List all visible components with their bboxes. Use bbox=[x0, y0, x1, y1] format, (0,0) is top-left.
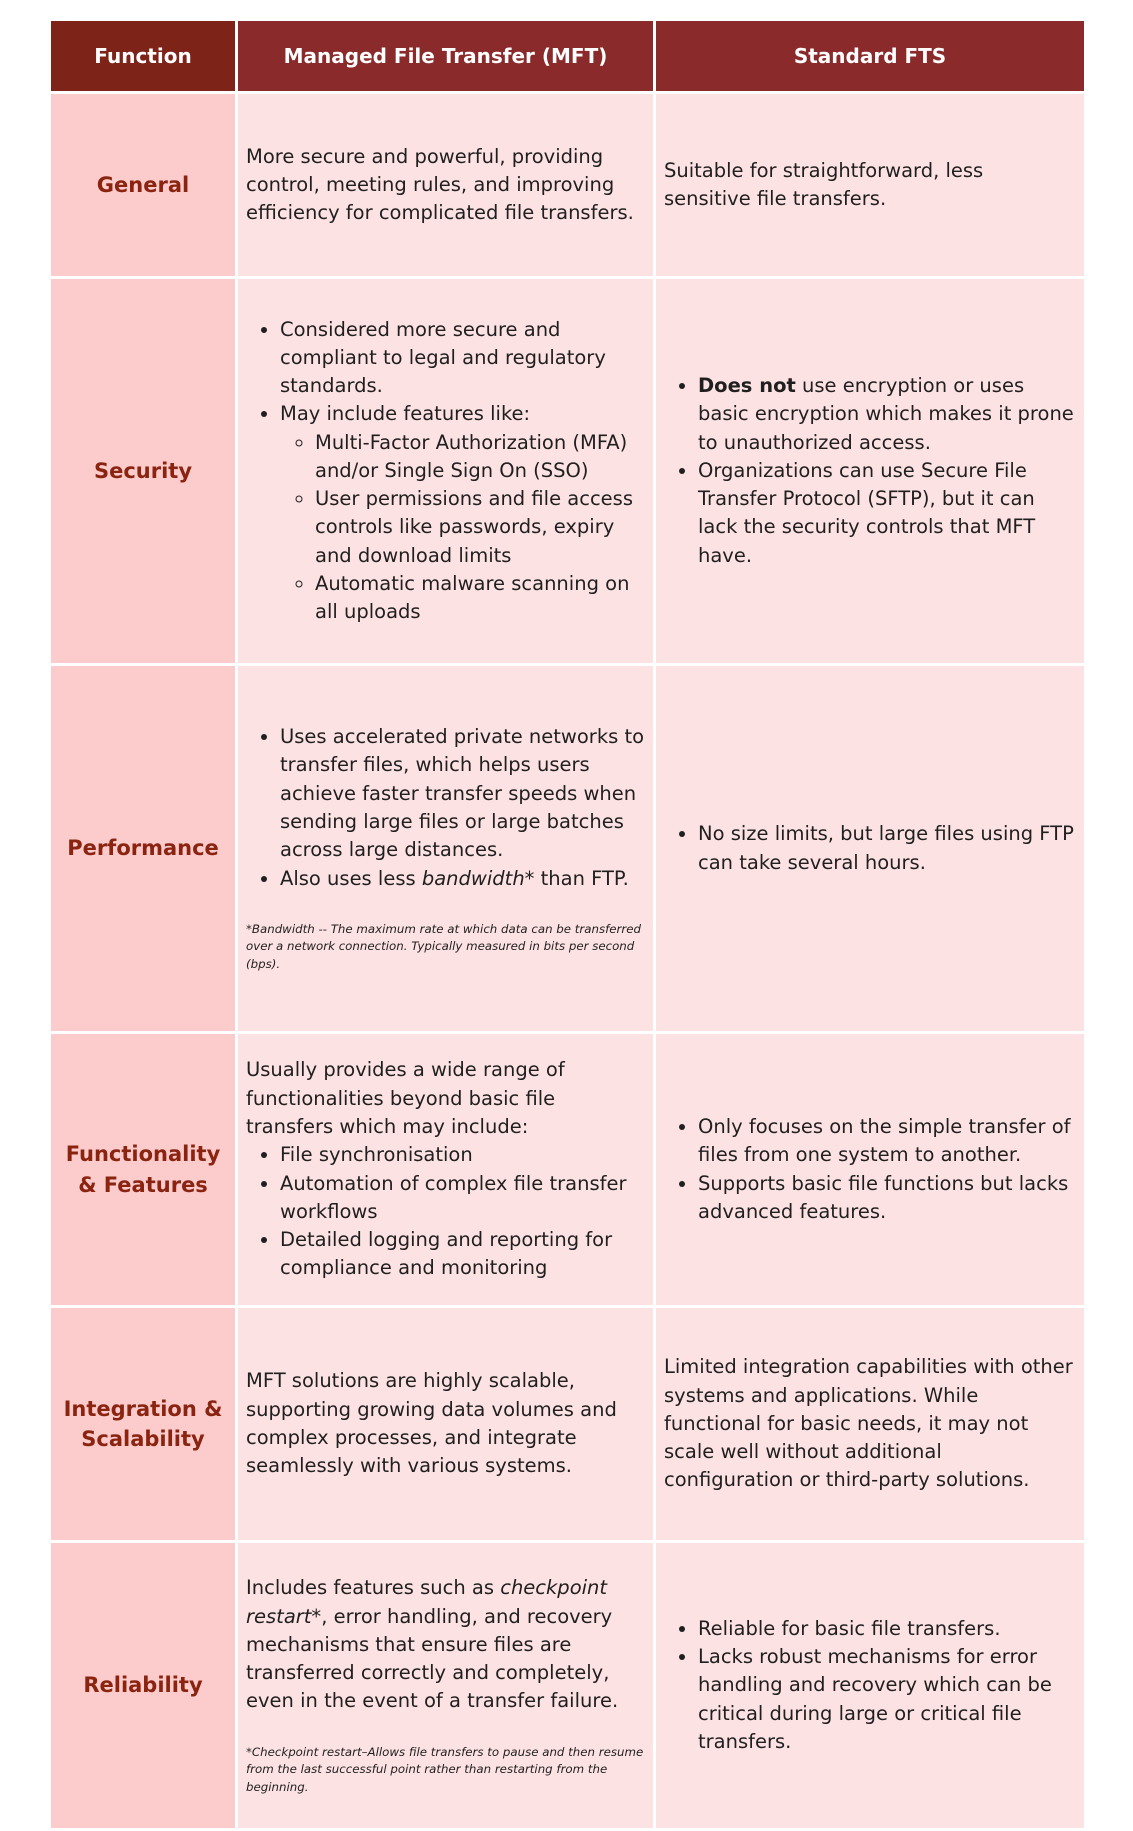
list-item-text: May include features like: bbox=[280, 402, 531, 426]
italic-term: bandwidth* bbox=[421, 866, 535, 890]
fts-cell-general bbox=[655, 93, 1086, 278]
list-item: • Uses accelerated private networks to transfer files, which helps users achieve faster transfer speeds when sending large files or large batches across large distances. bbox=[280, 723, 645, 864]
function-label-security: Security bbox=[50, 278, 237, 665]
list-item: • No size limits, but large files using FTP can take several hours. bbox=[698, 820, 1076, 877]
list-item: • Automation of complex file transfer workflows bbox=[280, 1170, 645, 1227]
function-label-performance: Performance bbox=[50, 665, 237, 1033]
row-performance bbox=[50, 665, 1086, 1033]
fts-performance-list bbox=[664, 820, 1076, 877]
mft-cell-general bbox=[237, 93, 655, 278]
list-item-text: than FTP. bbox=[534, 866, 629, 890]
fts-security-list bbox=[664, 372, 1076, 570]
sub-list-item: ◦ Multi-Factor Authorization (MFA) and/or Single Sign On (SSO) bbox=[315, 429, 645, 486]
mft-functionality-intro: Usually provides a wide range of functionalities beyond basic file transfers which may include: bbox=[246, 1058, 565, 1138]
fts-cell-reliability bbox=[655, 1542, 1086, 1830]
header-mft: Managed File Transfer (MFT) bbox=[237, 20, 655, 93]
fts-functionality-list bbox=[664, 1113, 1076, 1226]
comparison-table bbox=[48, 18, 1087, 1831]
fts-integration-text: Limited integration capabilities with other systems and applications. While functional for basic needs, it may not scale well without additional configuration or third-party solutions. bbox=[664, 1355, 1073, 1492]
list-item: • Detailed logging and reporting for compliance and monitoring bbox=[280, 1226, 645, 1283]
function-label-general: General bbox=[50, 93, 237, 278]
mft-integration-text: MFT solutions are highly scalable, supporting growing data volumes and complex processes, and integrate seamlessly with various systems. bbox=[246, 1369, 617, 1478]
header-function: Function bbox=[50, 20, 237, 93]
list-item: • Organizations can use Secure File Transfer Protocol (SFTP), but it can lack the security controls that MFT have. bbox=[698, 457, 1076, 570]
row-security bbox=[50, 278, 1086, 665]
mft-cell-security bbox=[237, 278, 655, 665]
function-label-integration bbox=[50, 1307, 237, 1542]
function-label-functionality bbox=[50, 1033, 237, 1307]
italic-term: checkpoint restart* bbox=[246, 1576, 608, 1628]
paragraph-text: , error handling, and recovery mechanisms that ensure files are transferred correctly and completely, even in the event of a transfer failure. bbox=[246, 1604, 619, 1713]
function-label-line: Functionality bbox=[65, 1142, 221, 1167]
row-integration bbox=[50, 1307, 1086, 1542]
fts-cell-integration bbox=[655, 1307, 1086, 1542]
row-functionality bbox=[50, 1033, 1086, 1307]
header-row bbox=[50, 20, 1086, 93]
list-item bbox=[698, 372, 1076, 457]
row-general bbox=[50, 93, 1086, 278]
list-item: • Lacks robust mechanisms for error handling and recovery which can be critical during large or critical file transfers. bbox=[698, 1643, 1076, 1756]
mft-cell-performance bbox=[237, 665, 655, 1033]
fts-general-text: Suitable for straightforward, less sensitive file transfers. bbox=[664, 158, 984, 210]
list-item: • Only focuses on the simple transfer of files from one system to another. bbox=[698, 1113, 1076, 1170]
list-item: • Reliable for basic file transfers. bbox=[698, 1615, 1076, 1643]
mft-security-list bbox=[246, 316, 645, 627]
list-item: • Considered more secure and compliant to legal and regulatory standards. bbox=[280, 316, 645, 401]
fts-cell-performance bbox=[655, 665, 1086, 1033]
fts-cell-security bbox=[655, 278, 1086, 665]
footnote-checkpoint-restart: *Checkpoint restart–Allows file transfers to pause and then resume from the last successful point rather than restarting from the beginning. bbox=[246, 1744, 644, 1794]
fts-cell-functionality bbox=[655, 1033, 1086, 1307]
row-reliability bbox=[50, 1542, 1086, 1830]
mft-performance-list bbox=[246, 723, 645, 893]
list-item-text: use encryption or uses basic encryption which makes it prone to unauthorized access. bbox=[698, 374, 1074, 454]
header-fts: Standard FTS bbox=[655, 20, 1086, 93]
footnote-bandwidth: *Bandwidth -- The maximum rate at which data can be transferred over a network connection. Typically measured in bits per second (bps). bbox=[246, 921, 641, 972]
list-item-text: Also uses less bbox=[280, 866, 422, 890]
list-item: • Supports basic file functions but lacks advanced features. bbox=[698, 1170, 1076, 1227]
function-label-line: Integration & bbox=[63, 1396, 223, 1421]
sub-list-item: ◦ Automatic malware scanning on all uploads bbox=[315, 570, 645, 627]
mft-general-text: More secure and powerful, providing control, meeting rules, and improving efficiency for complicated file transfers. bbox=[246, 144, 634, 225]
mft-cell-functionality bbox=[237, 1033, 655, 1307]
list-item bbox=[280, 865, 645, 893]
fts-reliability-list bbox=[664, 1615, 1076, 1756]
sub-list-item: ◦ User permissions and file access controls like passwords, expiry and download limits bbox=[315, 485, 645, 570]
function-label-reliability: Reliability bbox=[50, 1542, 237, 1830]
mft-functionality-list bbox=[246, 1141, 645, 1282]
function-label-line: Scalability bbox=[81, 1427, 205, 1451]
mft-cell-integration bbox=[237, 1307, 655, 1542]
comparison-table-container bbox=[48, 18, 1084, 1831]
mft-security-sublist bbox=[280, 429, 645, 627]
list-item: • File synchronisation bbox=[280, 1141, 645, 1169]
mft-reliability-text bbox=[246, 1574, 645, 1715]
mft-cell-reliability bbox=[237, 1542, 655, 1830]
list-item bbox=[280, 400, 645, 626]
bold-text: Does not bbox=[698, 374, 796, 398]
paragraph-text: Includes features such as bbox=[246, 1576, 501, 1600]
function-label-line: & Features bbox=[78, 1172, 208, 1197]
